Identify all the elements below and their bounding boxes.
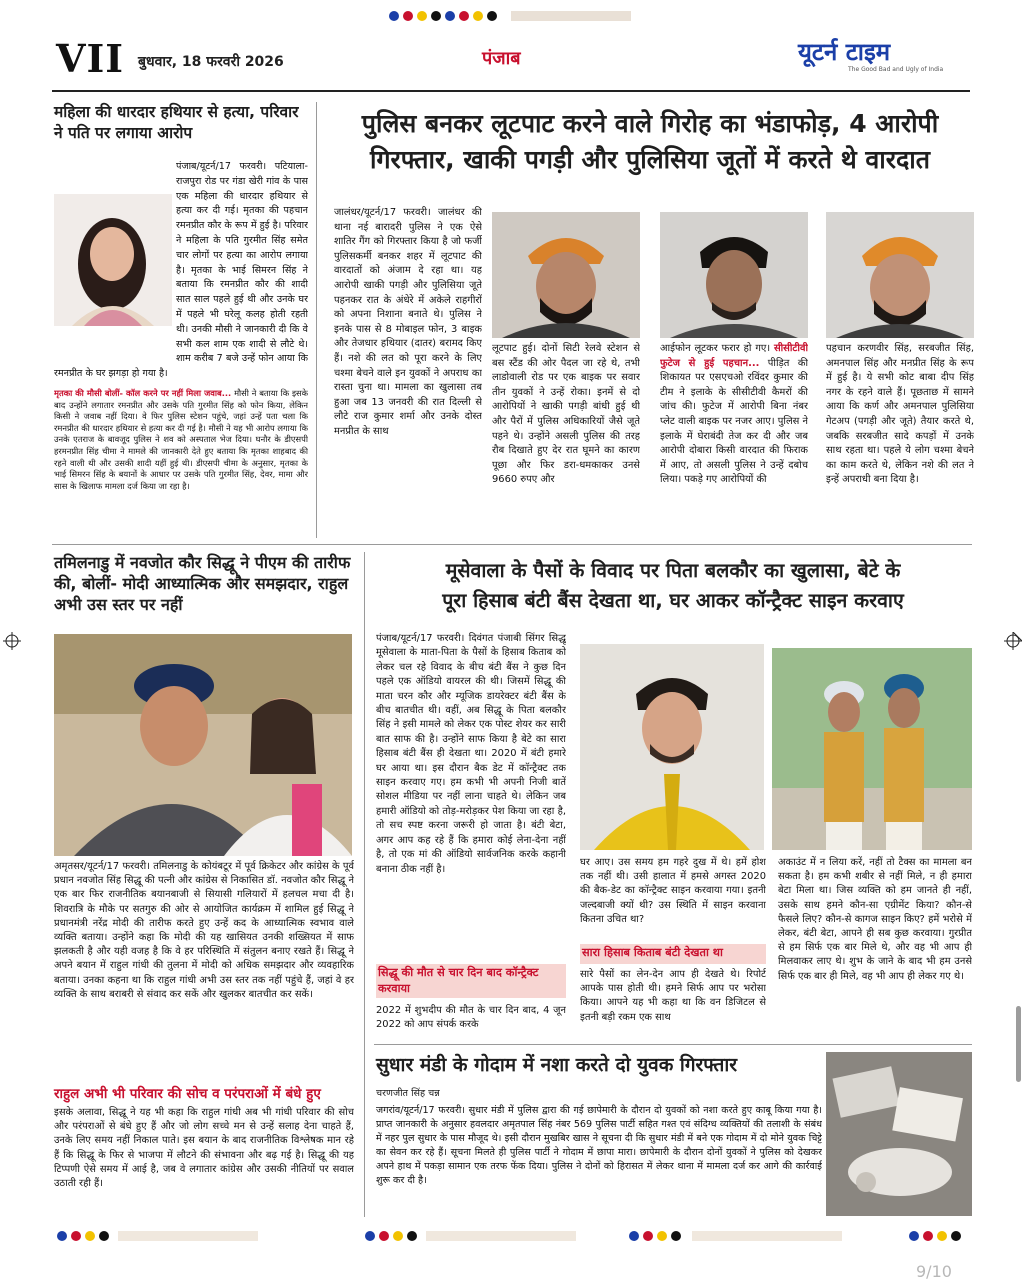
bottom-color-dots (52, 1228, 972, 1244)
story4-col1-a: पंजाब/यूटर्न/17 फरवरी। दिवंगत पंजाबी सिंगर सिद्धू मूसेवाला के माता-पिता के पैसों के हिसाब किताब को लेकर चल रहे विवाद के बीच बंटी बैंस ने कुछ दिन पहले एक ऑडियो वायरल की थी। जिसमें सिद्धू की माता चरन कौर और म्यूजिक डायरेक्टर बंटी बैंस के बीच बातचीत थी। वहीं, अब सिद्धू के पिता बलकौर सिंह ने इसी मामले को लेकर एक पोस्ट शेयर कर सारी बात साफ की है। उन्होंने साफ किया है बेटे का सारा हिसाब बंटी बैंस ही देखता था। 2020 में बंटी हमारे घर आया था। इस दौरान बैक डेट में कॉन्ट्रैक्ट तक साइन करवाए गए। हम कभी भी अपनी निजी बातें सोशल मीडिया पर नहीं लाना चाहते थे। लेकिन जब हमारी ऑडियो को तोड़-मरोड़कर पेश किया जा रहा है, तो सच स्पष्ट करना जरूरी हो जाता है। बंटी बेटा, अगर आप कह रहे हैं कि हमारा कोई लेना-देना नहीं है, तो एक मां की ऑडियो सार्वजनिक करके कहानी बनाना ठीक नहीं है। (376, 633, 566, 875)
color-dots-icon (52, 1228, 972, 1244)
registration-mark-icon (1004, 632, 1022, 650)
story4-col2-subhead-box (580, 944, 766, 964)
story3-subhead: राहुल अभी भी परिवार की सोच व परंपराओं में बंधे हुए (54, 1086, 321, 1102)
story4-col1-subhead-box (376, 964, 566, 998)
accused-portrait-icon (826, 212, 974, 338)
story1-body-b: मौसी ने बताया कि इसके बाद उन्होंने लगातार रमनप्रीत और उसके पति गुरमीत सिंह को फोन किया, लेकिन किसी ने जवाब नहीं दिया। वे फिर पुलिस स्टेशन पहुंचे, जहां उन्हें पता चला कि रमनप्रीत की धारदार हथियार से हत्या कर दी गई है। मौसी ने यह भी आरोप लगाया कि उनके एतराज के बावजूद पुलिस ने शव को अस्पताल भेज दिया। घनौर के डीएसपी हरमनप्रीत सिंह चीमा ने मामले की जानकारी देते हुए बताया कि मृतका शाहबाद की रहने वाली थी और उसकी शादी यहीं हुई थी। डीएसपी चीमा के अनुसार, मृतका के भाई सिमरन सिंह के बयानों के आधार पर उसके पति गुरमीत सिंह, देवर, मामा और सास के खिलाफ मामला दर्ज किया जा रहा है। (54, 388, 308, 491)
photo-spacer (54, 190, 176, 356)
drug-packets-icon (826, 1052, 972, 1216)
story4-headline-line1: मूसेवाला के पैसों के विवाद पर पिता बलकौर का खुलासा, बेटे के (445, 559, 901, 582)
story2-col4: पहचान करणवीर सिंह, सरबजीत सिंह, अमनपाल सिंह और मनप्रीत सिंह के रूप में हुई है। ये सभी कोट बाबा दीप सिंह नगर के रहने वाले हैं। पूछताछ में सामने आया कि कर्ण और अमनपाल पुलिसिया गेटअप (पगड़ी और जूते) तैयार करते थे, जबकि सरबजीत सादे कपड़ों में उनके साथ रहता था। पहले ये लोग चश्मा बेचने का काम करते थे, लेकिन नशे की लत ने इन्हें अपराधी बना दिया है। (826, 343, 974, 486)
header-rule (52, 90, 970, 92)
story1-body-a (54, 160, 308, 386)
story2-col3 (660, 342, 808, 538)
story4-headline (374, 556, 972, 616)
accused-portrait-icon (660, 212, 808, 338)
logo-tagline: The Good Bad and Ugly of India (848, 66, 944, 73)
story3-headline: तमिलनाडु में नवजोत कौर सिद्धू ने पीएम की तारीफ की, बोलीं- मोदी आध्यात्मिक और समझदार, राहुल अभी उस स्तर पर नहीं (54, 553, 351, 614)
page-header (50, 36, 970, 86)
accused-photo-2 (660, 212, 808, 338)
story1-subhead: मृतका की मौसी बोलीं- कॉल करने पर नहीं मिला जवाब... (54, 388, 232, 398)
accused-photo-1 (492, 212, 640, 338)
story4-col2-subhead: सारा हिसाब किताब बंटी देखता था (582, 946, 723, 959)
story2-headline-line2: गिरफ्तार, खाकी पगड़ी और पुलिसिया जूतों में करते थे वारदात (369, 145, 930, 174)
section-rule (52, 544, 972, 545)
man-yellow-jacket-icon (580, 644, 764, 850)
story2-col1: जालंधर/यूटर्न/17 फरवरी। जालंधर की थाना नई बारादरी पुलिस ने एक ऐसे शातिर गैंग को गिरफ्तार किया है जो फर्जी पुलिसकर्मी बनकर शहर में लूटपाट की वारदातों को अंजाम दे रहा था। यह आरोपी खाकी पगड़ी और पुलिसिया जूते पहनकर रात के अंधेरे में अकेले राहगीरों को अपना निशाना बनाते थे। पुलिस ने इनके पास से 8 मोबाइल फोन, 3 बाइक और तेजधार हथियार (दातर) बरामद किए हैं। नशे की लत को पूरा करने के लिए चश्मा बेचने वाले इन युवकों ने अपराध का रास्ता चुना था। मामला का खुलासा तब हुआ जब 13 जनवरी की रात दिल्ली से लौटे राज कुमार शर्मा और उनके दोस्त मनप्रीत के साथ (334, 207, 482, 437)
father-son-photo-icon (772, 648, 972, 850)
column-rule (316, 102, 317, 538)
moosewala-with-father-photo (772, 648, 972, 850)
color-dots-icon (386, 9, 636, 23)
story4-col1-subhead: सिद्धू की मौत से चार दिन बाद कॉन्ट्रैक्ट करवाया (378, 966, 539, 995)
story4-col3: अकाउंट में न लिया करें, नहीं तो टैक्स का मामला बन सकता है। हम कभी शबीर से नहीं मिले, न ही हमारा बेटा मिला था। जिस व्यक्ति को हम जानते ही नहीं, उसके साथ हमने कौन-सा एग्रीमेंट किया? कौन-से फैसले लिए? कौन-से कागज साइन किए? हमें भरोसे में लेकर, बंटी बेटा, आपने ही सब कुछ करवाया। गुरप्रीत से हम सिर्फ एक बार मिले थे, और वह भी आप ही मिलवाकर लाए थे। शुभ के जाने के बाद भी हम उनसे सिर्फ एक बार ही मिले, वह भी आप ही लेकर गए थे। (778, 857, 972, 982)
sidhu-couple-photo (54, 634, 352, 856)
story2-headline-line1: पुलिस बनकर लूटपाट करने वाले गिरोह का भंडाफोड़, 4 आरोपी (361, 109, 939, 138)
story4-headline-line2: पूरा हिसाब बंटी बैंस देखता था, घर आकर कॉन्ट्रैक्ट साइन करवाए (442, 589, 904, 612)
section-name: पंजाब (482, 48, 521, 69)
story3-body-a: अमृतसर/यूटर्न/17 फरवरी। तमिलनाडु के कोयंबटूर में पूर्व क्रिकेटर और कांग्रेस के पूर्व प्रधान नवजोत सिंह सिद्धू की पत्नी और कांग्रेस से निकासित डॉ. नवजोत कौर सिद्धू ने एक बार फिर राजनीतिक बयानबाजी से सियासी गलियारों में हलचल मचा दी है। शिवरात्रि के मौके पर सतगुरु की ओर से आयोजित कार्यक्रम में शामिल हुई सिद्धू ने प्रधानमंत्री नरेंद्र मोदी की तारीफ करते हुए उन्हें कद के आध्यात्मिक स्वभाव वाले व्यक्ति बताया। उन्होंने कहा कि मोदी की यह खासियत उनकी शख्सियत में साफ झलकती है और यही वजह है कि वे हर परिस्थिति में संतुलन बनाए रखते हैं। सिद्धू ने अपने बयान में राहुल गांधी की तुलना में मोदी को अधिक समझदार और व्यवहारिक बताया। उनका कहना था कि राहुल गांधी अभी उस स्तर तक नहीं पहुंचे हैं, जहां वे हर व्यक्ति के साथ बराबरी से संवाद कर सकें और खुलकर बातचीत कर सकें। (54, 861, 354, 1000)
story3-body-b: इसके अलावा, सिद्धू ने यह भी कहा कि राहुल गांधी अब भी गांधी परिवार की सोच और परंपराओं से बंधे हुए हैं और जो लोग सच्चे मन से उन्हें सलाह देना चाहते हैं, उनके लिए समय नहीं निकाल पाते। इस बयान के बाद राजनीतिक विश्लेषक मान रहे हैं कि सिद्धू के फिर से भाजपा में लौटने की संभावना और बढ़ गई है। सिद्धू की यह टिप्पणी ऐसे समय में आई है, जब वे लगातार कांग्रेस और उसकी नीतियों पर सवाल उठाती रही हैं। (54, 1107, 354, 1190)
registration-mark-icon (3, 632, 21, 650)
bunty-bains-photo (580, 644, 764, 850)
story5-headline: सुधार मंडी के गोदाम में नशा करते दो युवक गिरफ्तार (376, 1054, 738, 1076)
page-indicator: 9/10 (916, 1262, 952, 1281)
story2-headline (330, 106, 970, 178)
logo-text: यूटर्न टाइम (798, 38, 891, 66)
story4-col2-a: घर आए। उस समय हम गहरे दुख में थे। हमें होश तक नहीं थी। उसी हालात में हमसे अगस्त 2020 की बैक-डेट का कॉन्ट्रैक्ट साइन करवाया गया। इतनी जल्दबाजी क्यों थी? उस स्थिति में साइन करवाना कितना उचित था? (580, 857, 766, 925)
column-rule (364, 552, 365, 1217)
story5-byline: चरणजीत सिंह चन्न (376, 1088, 440, 1099)
top-color-dots (386, 8, 636, 22)
story2-col3-a: आईफोन लूटकर फरार हो गए। (660, 343, 771, 354)
story4-col1-b: 2022 में शुभदीप की मौत के चार दिन बाद, 4 जून 2022 को आप संपर्क करके (376, 1005, 566, 1031)
story2-col3-subhead: सीसीटीवी फुटेज से हुई पहचान... (660, 343, 808, 369)
story5-body: जगरांव/यूटर्न/17 फरवरी। सुधार मंडी में पुलिस द्वारा की गई छापेमारी के दौरान दो युवकों को नशा करते हुए काबू किया गया है। प्राप्त जानकारी के अनुसार हवलदार अमृतपाल सिंह नंबर 569 पुलिस पार्टी सहित गश्त एवं संदिग्ध व्यक्तियों की तलाशी के संबंध में नहर पुल सुधार के पास मौजूद थे। इसी दौरान मुखबिर खास ने सूचना दी कि सुधार मंडी में बने एक गोदाम में दो मोने युवक चिट्टे का सेवन कर रहे हैं। सूचना मिलते ही पुलिस पार्टी ने गोदाम में छापा मारा। छापेमारी के दौरान दोनों युवकों ने पुलिस को देखकर अपने हाथ में पकड़ा सामान एक तरफ फेंक दिया। पुलिस ने दोनों को हिरासत में लेकर थाना में मामला दर्ज कर आगे की कार्रवाई शुरू कर दी है। (376, 1105, 822, 1187)
story4-col2-b: सारे पैसों का लेन-देन आप ही देखते थे। रिपोर्ट आपके पास होती थी। हमने सिर्फ आप पर भरोसा किया। आपने यह भी कहा था कि वन डिजिटल से इतनी बड़ी रकम एक साथ (580, 969, 766, 1023)
story1-subhead-body (54, 388, 308, 536)
drugs-seized-photo (826, 1052, 972, 1216)
issue-date: बुधवार, 18 फरवरी 2026 (138, 54, 284, 70)
story1-headline: महिला की धारदार हथियार से हत्या, परिवार ने पति पर लगाया आरोप (54, 103, 299, 142)
accused-photo-3 (826, 212, 974, 338)
page-number: VII (56, 36, 125, 81)
scrollbar-thumb[interactable] (1016, 1006, 1021, 1082)
story1-body-text: पंजाब/यूटर्न/17 फरवरी। पटियाला-राजपुरा रोड पर गंडा खेरी गांव के पास एक महिला की धारदार हथियार से हत्या कर दी गई। मृतका की पहचान रमनप्रीत कौर के रूप में हुई है। परिवार ने महिला के पति गुरमीत सिंह समेत चार लोगों पर हत्या का आरोप लगाया है। मृतका के भाई सिमरन सिंह ने बताया कि रमनप्रीत कौर की शादी सात साल पहले हुई थी और उनके घर में पहले भी घरेलू कलह होती रहती थी। उनकी मौसी ने जानकारी दी कि वे सभी कल शाम एक शादी से लौटे थे। शाम करीब 7 बजे उन्हें फोन आया कि रमनप्रीत के घर झगड़ा हो गया है। (54, 161, 308, 380)
couple-photo-icon (54, 634, 352, 856)
section-rule (374, 1044, 972, 1045)
story2-col3-b: पीड़ित की शिकायत पर एसएचओ रविंदर कुमार की टीम ने इलाके के सीसीटीवी कैमरों की जांच की। फुटेज में आरोपी बिना नंबर प्लेट वाली बाइक पर नजर आए। पुलिस ने इलाके में घेराबंदी तेज कर दी और जब आरोपी दोबारा किसी वारदात की फिराक में आए, तो असली पुलिस ने उन्हें दबोच लिया। पकड़े गए आरोपियों की (660, 357, 808, 486)
story2-col2: लूटपाट हुई। दोनों सिटी रेलवे स्टेशन से बस स्टैंड की ओर पैदल जा रहे थे, तभी लाडोवाली रोड पर एक बाइक पर सवार तीन युवकों ने उन्हें रोका। इनमें से दो आरोपियों ने खाकी पगड़ी बांधी हुई थी और पैरों में पुलिस अधिकारियों जैसे जूते पहने थे। उन्होंने असली पुलिस की तरह रौब दिखाते हुए देर रात घूमने का कारण पूछा और फिर डरा-धमकाकर उनसे 9660 रुपए और (492, 343, 640, 486)
accused-portrait-icon (492, 212, 640, 338)
masthead-logo (798, 38, 966, 80)
